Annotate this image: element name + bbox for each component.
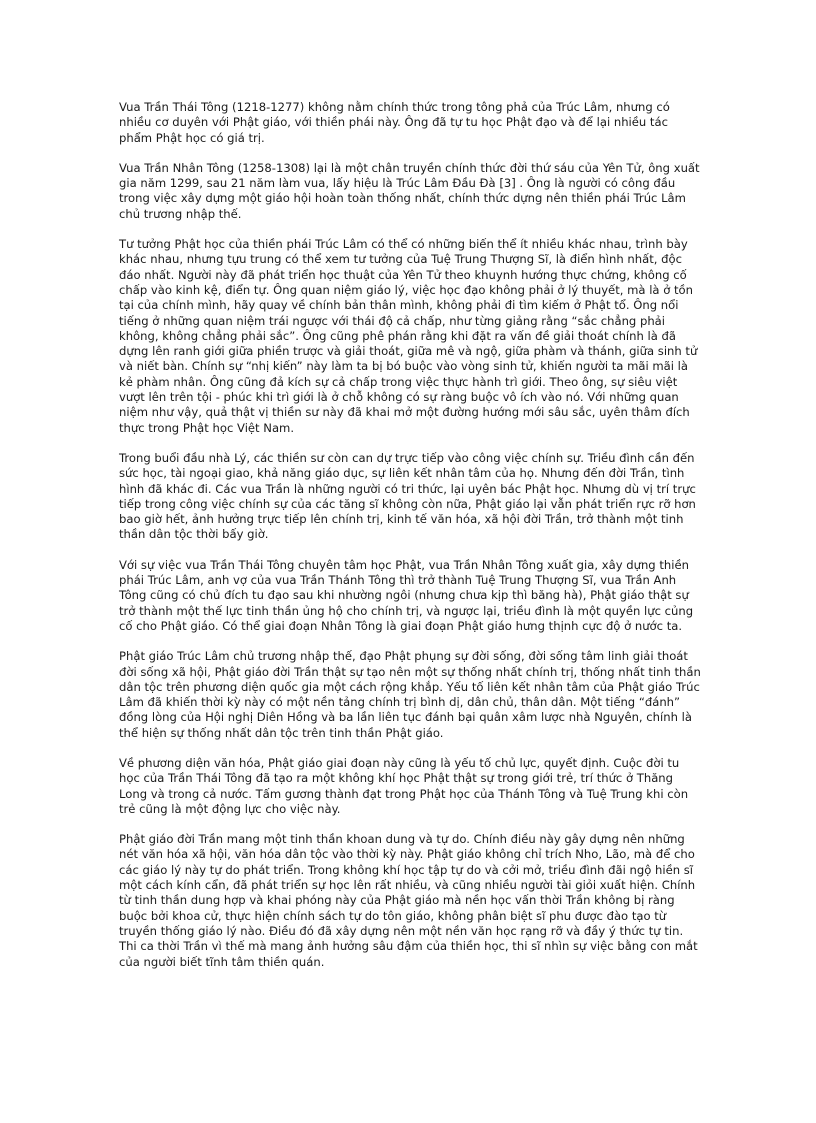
- paragraph-1: Vua Trần Thái Tông (1218-1277) không nằm chính thức trong tông phả của Trúc Lâm, nhưng có nhiều cơ duyên với Phật giáo, với thiền phái này. Ông đã tự tu học Phật đạo và để lại nhiều tác phẩm Phật học có giá trị.: [119, 100, 670, 145]
- paragraph-8: Phật giáo đời Trần mang một tinh thần khoan dung và tự do. Chính điều này gây dựng nên những nét văn hóa xã hội, văn hóa dân tộc vào thời kỳ này. Phật giáo không chỉ trích Nho, Lão, mà để cho các giáo lý này tự do phát triển. Trong không khí học tập tự do và cởi mở, triều đình đãi ngộ hiền sĩ một cách kính cẩn, đã phát triển sự học lên rất nhiều, và cũng nhiều người tài giỏi xuất hiện. Chính từ tinh thần dung hợp và khai phóng này của Phật giáo mà nền học vấn thời Trần không bị ràng buộc bởi khoa cử, thực hiện chính sách tự do tôn giáo, không phân biệt sĩ phu được đào tạo từ truyền thống giáo lý nào. Điều đó đã xây dựng nên một nền văn học rạng rỡ và đầy ý thức tự tin. Thi ca thời Trần vì thế mà mang ảnh hưởng sâu đậm của thiền học, thi sĩ nhìn sự việc bằng con mắt của người biết tĩnh tâm thiền quán.: [119, 832, 698, 969]
- document-body: [119, 100, 701, 985]
- paragraph-5: Với sự việc vua Trần Thái Tông chuyên tâm học Phật, vua Trần Nhân Tông xuất gia, xây dựng thiền phái Trúc Lâm, anh vợ của vua Trần Thánh Tông thì trở thành Tuệ Trung Thượng Sĩ, vua Trần Anh Tông cũng có chủ đích tu đạo sau khi nhường ngôi (nhưng chưa kịp thì băng hà), Phật giáo thật sự trở thành một thế lực tinh thần ủng hộ cho chính trị, và ngược lại, triều đình là một quyền lực củng cố cho Phật giáo. Có thể giai đoạn Nhân Tông là giai đoạn Phật giáo hưng thịnh cực độ ở nước ta.: [119, 557, 694, 633]
- paragraph-4: Trong buổi đầu nhà Lý, các thiền sư còn can dự trực tiếp vào công việc chính sự. Triều đình cần đến sức học, tài ngoại giao, khả năng giáo dục, sự liên kết nhân tâm của họ. Nhưng đến đời Trần, tình hình đã khác đi. Các vua Trần là những người có tri thức, lại uyên bác Phật học. Nhưng dù vị trí trực tiếp trong công việc chính sự của các tăng sĩ không còn nữa, Phật giáo lại vẫn phát triển rực rỡ hơn bao giờ hết, ảnh hưởng trực tiếp lên chính trị, kinh tế văn hóa, xã hội đời Trần, trở thành một tinh thần dân tộc thời bấy giờ.: [119, 450, 696, 542]
- paragraph-7: Về phương diện văn hóa, Phật giáo giai đoạn này cũng là yếu tố chủ lực, quyết định. Cuộc đời tu học của Trần Thái Tông đã tạo ra một không khí học Phật thật sự trong giới trẻ, trí thức ở Thăng Long và trong cả nước. Tấm gương thành đạt trong Phật học của Thánh Tông và Tuệ Trung khi còn trẻ cũng là một động lực cho việc này.: [119, 755, 689, 816]
- paragraph-6: Phật giáo Trúc Lâm chủ trương nhập thế, đạo Phật phụng sự đời sống, đời sống tâm linh giải thoát đời sống xã hội, Phật giáo đời Trần thật sự tạo nên một sự thống nhất chính trị, thống nhất tinh thần dân tộc trên phương diện quốc gia một cách rộng khắp. Yếu tố liên kết nhân tâm của Phật giáo Trúc Lâm đã khiến thời kỳ này có một nền tảng chính trị bình dị, dân chủ, thân dân. Một tiếng “đánh” đồng lòng của Hội nghị Diên Hồng và ba lần liên tục đánh bại quân xâm lược nhà Nguyên, chính là thể hiện sự thống nhất dân tộc trên tinh thần Phật giáo.: [119, 649, 701, 740]
- paragraph-3: Tư tưởng Phật học của thiền phái Trúc Lâm có thể có những biến thể ít nhiều khác nhau, trình bày khác nhau, nhưng tựu trung có thể xem tư tưởng của Tuệ Trung Thượng Sĩ, là điển hình nhất, độc đáo nhất. Người này đã phát triển học thuật của Yên Tử theo khuynh hướng thực chứng, không cố chấp vào kinh kệ, điển tự. Ông quan niệm giáo lý, việc học đạo không phải ở lý thuyết, mà là ở tồn tại của chính mình, hãy quay về chính bản thân mình, không phải đi tìm kiếm ở Phật tổ. Ông nổi tiếng ở những quan niệm trái ngược với thái độ cả chấp, như từng giảng rằng “sắc chẳng phải không, không chẳng phải sắc”. Ông cũng phê phán rằng khi đặt ra vấn đề giải thoát chính là đã dựng lên ranh giới giữa phiền trược và giải thoát, giữa mê và ngộ, giữa phàm và thánh, giữa sinh tử và niết bàn. Chính sự “nhị kiến” này làm ta bị bó buộc vào vòng sinh tử, khiến người ta mãi mãi là kẻ phàm nhân. Ông cũng đả kích sự cả chấp trong việc thực hành trì giới. Theo ông, sự siêu việt vượt lên trên tội - phúc khi trì giới là ở chỗ không có sự ràng buộc vô ích vào nó. Với những quan niệm như vậy, quả thật vị thiền sư này đã khai mở một đường hướng mới sâu sắc, uyên thâm đích thực trong Phật học Việt Nam.: [119, 237, 698, 435]
- paragraph-2: Vua Trần Nhân Tông (1258-1308) lại là một chân truyền chính thức đời thứ sáu của Yên Tử, ông xuất gia năm 1299, sau 21 năm làm vua, lấy hiệu là Trúc Lâm Đầu Đà [3] . Ông là người có công đầu trong việc xây dựng một giáo hội hoàn toàn thống nhất, chính thức dựng nên thiền phái Trúc Lâm chủ trương nhập thế.: [119, 160, 700, 221]
